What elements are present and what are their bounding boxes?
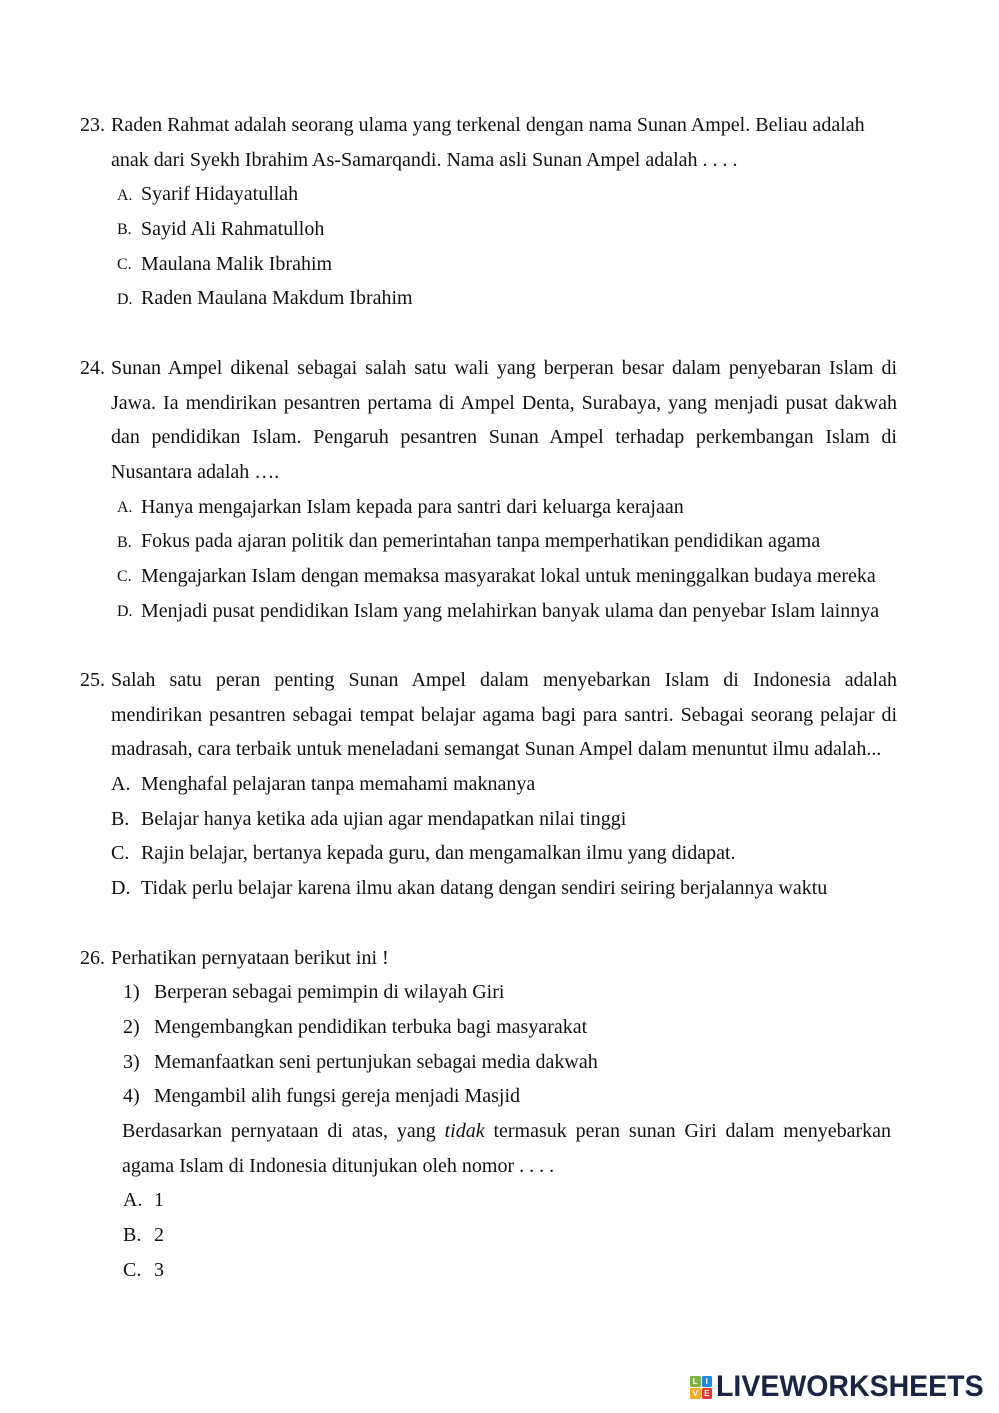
question-stem-line: anak dari Syekh Ibrahim As-Samarqandi. Nama asli Sunan Ampel adalah . . . . <box>111 148 738 171</box>
logo-tile: L <box>690 1376 701 1387</box>
option-text: Raden Maulana Makdum Ibrahim <box>141 287 413 310</box>
question-stem-line: dan pendidikan Islam. Pengaruh pesantren Sunan Ampel terhadap perkembangan Islam di <box>111 426 897 449</box>
option-a[interactable] <box>0 490 999 525</box>
option-text: Sayid Ali Rahmatulloh <box>141 218 325 241</box>
option-text: Menghafal pelajaran tanpa memahami maknanya <box>141 773 536 796</box>
option-c[interactable] <box>0 1253 999 1288</box>
question-24 <box>0 351 999 629</box>
prompt-text-before: Berdasarkan pernyataan di atas, yang <box>122 1119 436 1142</box>
statement-item <box>0 975 999 1010</box>
statement-number: 1) <box>123 981 140 1004</box>
option-b[interactable] <box>0 212 999 247</box>
option-c[interactable] <box>0 836 999 871</box>
option-b[interactable] <box>0 1218 999 1253</box>
question-stem-line: Sunan Ampel dikenal sebagai salah satu wali yang berperan besar dalam penyebaran Islam di <box>111 356 897 379</box>
option-text: Fokus pada ajaran politik dan pemerintahan tanpa memperhatikan pendidikan agama <box>141 530 821 553</box>
option-text: Tidak perlu belajar karena ilmu akan datang dengan sendiri seiring berjalannya waktu <box>141 877 828 900</box>
statement-item <box>0 1079 999 1114</box>
option-letter: D. <box>111 877 131 900</box>
question-prompt-line: agama Islam di Indonesia ditunjukan oleh nomor . . . . <box>122 1154 555 1177</box>
statement-text: Mengambil alih fungsi gereja menjadi Masjid <box>154 1085 521 1108</box>
option-letter: B. <box>123 1224 142 1246</box>
option-letter: D. <box>117 290 133 308</box>
statement-number: 2) <box>123 1015 140 1038</box>
option-text: 3 <box>154 1258 164 1281</box>
logo-tile: V <box>690 1388 701 1399</box>
question-stem-line: Perhatikan pernyataan berikut ini ! <box>111 946 389 969</box>
option-text: Hanya mengajarkan Islam kepada para santri dari keluarga kerajaan <box>141 495 684 518</box>
option-text: Menjadi pusat pendidikan Islam yang melahirkan banyak ulama dan penyebar Islam lainnya <box>141 599 880 622</box>
option-text: Maulana Malik Ibrahim <box>141 252 333 275</box>
question-stem-line: madrasah, cara terbaik untuk meneladani semangat Sunan Ampel dalam menuntut ilmu adalah... <box>111 738 882 761</box>
option-letter: D. <box>117 602 133 620</box>
statement-text: Mengembangkan pendidikan terbuka bagi masyarakat <box>154 1015 588 1038</box>
option-text: Belajar hanya ketika ada ujian agar mendapatkan nilai tinggi <box>141 807 627 830</box>
question-number: 25. <box>80 669 105 691</box>
option-c[interactable] <box>0 559 999 594</box>
option-letter: C. <box>111 842 130 865</box>
option-letter: C. <box>123 1258 142 1281</box>
statement-number: 3) <box>123 1050 140 1073</box>
option-d[interactable] <box>0 594 999 629</box>
question-prompt-line <box>122 1114 891 1149</box>
option-text: 2 <box>154 1224 164 1246</box>
statement-text: Berperan sebagai pemimpin di wilayah Giri <box>154 981 505 1004</box>
option-a[interactable] <box>0 177 999 212</box>
statement-item <box>0 1010 999 1045</box>
option-b[interactable] <box>0 802 999 837</box>
prompt-emphasis-word: tidak <box>444 1119 485 1142</box>
logo-wordmark: LIVEWORKSHEETS <box>716 1370 984 1403</box>
option-letter: B. <box>111 807 130 830</box>
question-26 <box>0 941 999 1288</box>
option-d[interactable] <box>0 871 999 906</box>
question-number: 26. <box>80 946 105 969</box>
option-b[interactable] <box>0 524 999 559</box>
option-letter: B. <box>117 533 132 551</box>
option-text: 1 <box>154 1189 164 1212</box>
logo-tile: I <box>702 1376 713 1387</box>
option-text: Syarif Hidayatullah <box>141 183 299 206</box>
option-letter: A. <box>111 773 131 796</box>
question-23 <box>0 108 999 316</box>
logo-tile: E <box>702 1388 713 1399</box>
option-letter: C. <box>117 568 132 586</box>
prompt-text-after: termasuk peran sunan Giri dalam menyebarkan <box>493 1119 892 1142</box>
question-stem-line: Jawa. Ia mendirikan pesantren pertama di Ampel Denta, Surabaya, yang menjadi pusat dakwah <box>111 391 897 414</box>
question-stem-line: mendirikan pesantren sebagai tempat belajar agama bagi para santri. Sebagai seorang pelajar di <box>111 703 897 726</box>
statement-number: 4) <box>123 1085 140 1108</box>
question-stem-line: Raden Rahmat adalah seorang ulama yang terkenal dengan nama Sunan Ampel. Beliau adalah <box>111 114 865 136</box>
liveworksheets-logo-icon <box>690 1376 712 1399</box>
question-stem-line: Nusantara adalah …. <box>111 460 280 483</box>
option-letter: C. <box>117 256 132 274</box>
worksheet-page <box>0 108 999 1322</box>
option-a[interactable] <box>0 767 999 802</box>
option-c[interactable] <box>0 247 999 282</box>
statement-text: Memanfaatkan seni pertunjukan sebagai media dakwah <box>154 1050 598 1073</box>
question-25 <box>0 663 999 906</box>
option-letter: A. <box>117 186 133 204</box>
liveworksheets-logo <box>690 1372 990 1402</box>
option-text: Mengajarkan Islam dengan memaksa masyarakat lokal untuk meninggalkan budaya mereka <box>141 564 876 587</box>
option-a[interactable] <box>0 1183 999 1218</box>
question-stem-line: Salah satu peran penting Sunan Ampel dalam menyebarkan Islam di Indonesia adalah <box>111 669 897 691</box>
option-letter: A. <box>123 1189 143 1212</box>
option-d[interactable] <box>0 281 999 316</box>
option-letter: B. <box>117 221 132 239</box>
option-text: Rajin belajar, bertanya kepada guru, dan mengamalkan ilmu yang didapat. <box>141 842 736 865</box>
question-number: 23. <box>80 114 105 136</box>
option-letter: A. <box>117 498 133 516</box>
question-number: 24. <box>80 356 105 379</box>
statement-item <box>0 1045 999 1080</box>
